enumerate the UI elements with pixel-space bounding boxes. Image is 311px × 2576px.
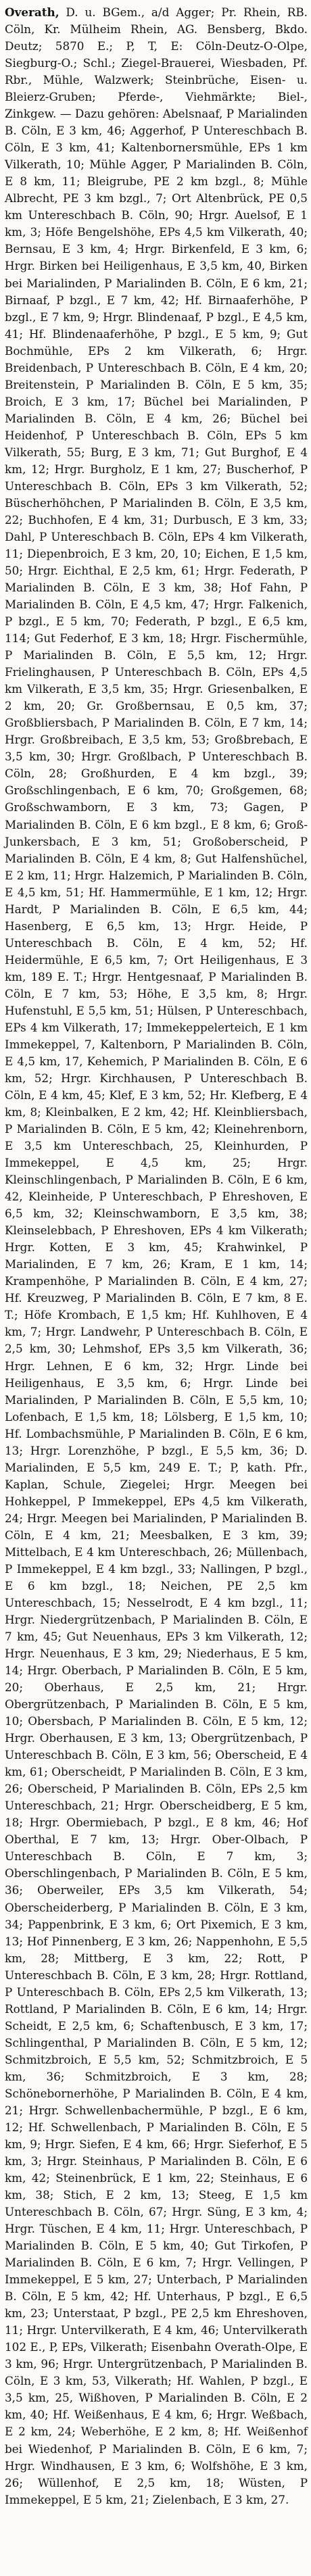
gazetteer-entry-overath [5,4,308,2508]
entry-heading: Overath, [5,5,59,19]
entry-body: D. u. BGem., a/d Agger; Pr. Rhein, RB. Cöln, Kr. Mülheim Rhein, AG. Bensberg, Bkdo. Deutz; 5870 E.; P, T, E: Cöln-Deutz-O-Olpe, Siegburg-O.; Schl.; Ziegel-Brauerei, Wiesbaden, Pf. Rbr., Mühle, Walzwerk; Steinbrüche, Eisen- u. Bleierz-Gruben; Pferde-, Viehmärkte; Biel-, Zinkgew. — Dazu gehören: Abelsnaaf, P Marialinden B. Cöln, E 3 km, 46; Aggerhof, P Untereschbach B. Cöln, E 3 km, 41; Kaltenbornersmühle, EPs 1 km Vilkerath, 10; Mühle Agger, P Marialinden B. Cöln, E 8 km, 11; Bleigrube, PE 2 km bzgl., 8; Mühle Albrecht, PE 3 km bzgl., 7; Ort Altenbrück, PE 0,5 km Untereschbach B. Cöln, 90; Hrgr. Auelsof, E 1 km, 3; Höfe Bengelshöhe, EPs 4,5 km Vilkerath, 40; Bernsau, E 3 km, 4; Hrgr. Birkenfeld, E 3 km, 6; Hrgr. Birken bei Heiligenhaus, E 3,5 km, 40, Birken bei Marialinden, P Marialinden B. Cöln, E 6 km, 21; Birnaaf, P bzgl., E 7 km, 42; Hf. Birnaaferhöhe, P bzgl., E 7 km, 9; Hrgr. Blindenaaf, P bzgl., E 4,5 km, 41; Hf. Blindenaaferhöhe, P bzgl., E 5 km, 9; Gut Bochmühle, EPs 2 km Vilkerath, 6; Hrgr. Breidenbach, P Untereschbach B. Cöln, E 4 km, 20; Breitenstein, P Marialinden B. Cöln, E 5 km, 35; Broich, E 3 km, 17; Büchel bei Marialinden, P Marialinden B. Cöln, E 4 km, 26; Büchel bei Heidenhof, P Untereschbach B. Cöln, EPs 5 km Vilkerath, 55; Burg, E 3 km, 71; Gut Burghof, E 4 km, 12; Hrgr. Burgholz, E 1 km, 27; Buscherhof, P Untereschbach B. Cöln, EPs 3 km Vilkerath, 52; Büscherhöhchen, P Marialinden B. Cöln, E 3,5 km, 22; Buchhofen, E 4 km, 31; Durbusch, E 3 km, 33; Dahl, P Untereschbach B. Cöln, EPs 4 km Vilkerath, 11; Diepenbroich, E 3 km, 20, 10; Eichen, E 1,5 km, 50; Hrgr. Eichthal, E 2,5 km, 61; Hrgr. Federath, P Marialinden B. Cöln, E 3 km, 38; Hof Fahn, P Marialinden B. Cöln, E 4,5 km, 47; Hrgr. Falkenich, P bzgl., E 5 km, 70; Federath, P bzgl., E 6,5 km, 114; Gut Federhof, E 3 km, 18; Hrgr. Fischermühle, P Marialinden B. Cöln, E 5,5 km, 12; Hrgr. Frielinghausen, P Untereschbach B. Cöln, EPs 4,5 km Vilkerath, E 3,5 km, 35; Hrgr. Griesenbalken, E 2 km, 20; Gr. Großbernsau, E 0,5 km, 37; Großbliersbach, P Marialinden B. Cöln, E 7 km, 14; Hrgr. Großbreibach, E 3,5 km, 53; Großbrebach, E 3,5 km, 30; Hrgr. Großlbach, P Untereschbach B. Cöln, 28; Großhurden, E 4 km bzgl., 39; Großschlingenbach, E 6 km, 70; Großgemen, 68; Großschwamborn, E 3 km, 73; Gagen, P Marialinden B. Cöln, E 6 km bzgl., E 8 km, 6; Groß-Junkersbach, E 3 km, 51; Großoberscheid, P Marialinden B. Cöln, E 4 km, 8; Gut Halfenshüchel, E 2 km, 11; Hrgr. Halzemich, P Marialinden B. Cöln, E 4,5 km, 51; Hf. Hammermühle, E 1 km, 12; Hrgr. Hardt, P Marialinden B. Cöln, E 6,5 km, 44; Hasenberg, E 6,5 km, 13; Hrgr. Heide, P Untereschbach B. Cöln, E 4 km, 52; Hf. Heidermühle, E 6,5 km, 7; Ort Heiligenhaus, E 3 km, 189 E. T.; Hrgr. Hentgesnaaf, P Marialinden B. Cöln, E 7 km, 53; Höhe, E 3,5 km, 8; Hrgr. Hufenstuhl, E 5,5 km, 51; Hülsen, P Untereschbach, EPs 4 km Vilkerath, 17; Immekeppelerteich, E 1 km Immekeppel, 7, Kaltenborn, P Marialinden B. Cöln, E 4,5 km, 17, Kehemich, P Marialinden B. Cöln, E 6 km, 52; Hrgr. Kirchhausen, P Untereschbach B. Cöln, E 4 km, 45; Klef, E 3 km, 52; Hr. Klefberg, E 4 km, 8; Kleinbalken, E 2 km, 42; Hf. Kleinbliersbach, P Marialinden B. Cöln, E 5 km, 42; Kleinehrenborn, E 3,5 km Untereschbach, 25, Kleinhurden, P Immekeppel, E 4,5 km, 25; Hrgr. Kleinschlingenbach, P Marialinden B. Cöln, E 6 km, 42, Kleinheide, P Untereschbach, P Ehreshoven, E 6,5 km, 32; Kleinschwamborn, E 3,5 km, 38; Kleinselebbach, P Ehreshoven, EPs 4 km Vilkerath; Hrgr. Kotten, E 3 km, 45; Krahwinkel, P Marialinden, E 7 km, 26; Kram, E 1 km, 14; Krampenhöhe, P Marialinden B. Cöln, E 4 km, 27; Hf. Kreuzweg, P Marialinden B. Cöln, E 7 km, 8 E. T.; Höfe Krombach, E 1,5 km; Hf. Kuhlhoven, E 4 km, 7; Hrgr. Landwehr, P Untereschbach B. Cöln, E 2,5 km, 30; Lehmshof, EPs 3,5 km Vilkerath, 36; Hrgr. Lehnen, E 6 km, 32; Hrgr. Linde bei Heiligenhaus, E 3,5 km, 6; Hrgr. Linde bei Marialinden, P Marialinden B. Cöln, E 5,5 km, 10; Lofenbach, E 1,5 km, 18; Lölsberg, E 1,5 km, 10; Hf. Lombachsmühle, P Marialinden B. Cöln, E 6 km, 13; Hrgr. Lorenzhöhe, P bzgl., E 5,5 km, 36; D. Marialinden, E 5,5 km, 249 E. T.; P, kath. Pfr., Kaplan, Schule, Ziegelei; Hrgr. Meegen bei Hohkeppel, P Immekeppel, EPs 4,5 km Vilkerath, 24; Hrgr. Meegen bei Marialinden, P Marialinden B. Cöln, E 4 km, 21; Meesbalken, E 3 km, 39; Mittelbach, E 4 km Untereschbach, 26; Müllenbach, P Immekeppel, E 4 km bzgl., 33; Nallingen, P bzgl., E 6 km bzgl., 18; Neichen, PE 2,5 km Untereschbach, 15; Nesselrodt, E 4 km bzgl., 11; Hrgr. Niedergrützenbach, P Marialinden B. Cöln, E 7 km, 45; Gut Neuenhaus, EPs 3 km Vilkerath, 12; Hrgr. Neuenhaus, E 3 km, 29; Niederhaus, E 5 km, 14; Hrgr. Oberbach, P Marialinden B. Cöln, E 5 km, 20; Oberhaus, E 2,5 km, 21; Hrgr. Obergrützenbach, P Marialinden B. Cöln, E 5 km, 10; Obersbach, P Marialinden B. Cöln, E 5 km, 12; Hrgr. Oberhausen, E 3 km, 13; Obergrützenbach, P Untereschbach B. Cöln, E 3 km, 56; Oberscheid, E 4 km, 61; Oberscheidt, P Marialinden B. Cöln, E 3 km, 26; Oberscheid, P Marialinden B. Cöln, EPs 2,5 km Untereschbach, 21; Hrgr. Oberscheidberg, E 5 km, 18; Hrgr. Obermiebach, P bzgl., E 8 km, 46; Hof Oberthal, E 7 km, 13; Hrgr. Ober-Olbach, P Untereschbach B. Cöln, E 7 km, 3; Oberschlingenbach, P Marialinden B. Cöln, E 5 km, 36; Oberweiler, EPs 3,5 km Vilkerath, 54; Oberscheiderberg, P Marialinden B. Cöln, E 3 km, 34; Pappenbrink, E 3 km, 6; Ort Pixemich, E 3 km, 13; Hof Pinnenberg, E 3 km, 26; Nappenhohn, E 5,5 km, 28; Mittberg, E 3 km, 22; Rott, P Untereschbach B. Cöln, E 3 km, 28; Hrgr. Rottland, P Untereschbach B. Cöln, EPs 2,5 km Vilkerath, 13; Rottland, P Marialinden B. Cöln, E 6 km, 14; Hrgr. Scheidt, E 2,5 km, 6; Schaftenbusch, E 3 km, 17; Schlingenthal, P Marialinden B. Cöln, E 5 km, 12; Schmitzbroich, E 5,5 km, 52; Schmitzbroich, E 5 km, 36; Schmitzbroich, E 3 km, 28; Schönebornerhöhe, P Marialinden B. Cöln, E 4 km, 21; Hrgr. Schwellenbachermühle, P bzgl., E 6 km, 12; Hf. Schwellenbach, P Marialinden B. Cöln, E 5 km, 9; Hrgr. Siefen, E 4 km, 66; Hrgr. Sieferhof, E 5 km, 3; Hrgr. Steinhaus, P Marialinden B. Cöln, E 6 km, 42; Steinenbrück, E 1 km, 22; Steinhaus, E 6 km, 38; Stich, E 2 km, 13; Steeg, E 1,5 km Untereschbach B. Cöln, 67; Hrgr. Süng, E 3 km, 4; Hrgr. Tüschen, E 4 km, 11; Hrgr. Untereschbach, P Marialinden B. Cöln, E 5 km, 40; Gut Tirkofen, P Marialinden B. Cöln, E 6 km, 7; Hrgr. Vellingen, P Immekeppel, E 5 km, 27; Unterbach, P Marialinden B. Cöln, E 5 km, 42; Hf. Unterhaus, P bzgl., E 6,5 km, 23; Unterstaat, P bzgl., PE 2,5 km Ehreshoven, 11; Hrgr. Untervilkerath, E 4 km, 46; Untervilkerath 102 E., P, EPs, Vilkerath; Eisenbahn Overath-Olpe, E 3 km, 96; Hrgr. Untergrützenbach, P Marialinden B. Cöln, E 3 km, 53, Vilkerath; Hf. Wahlen, P bzgl., E 3,5 km, 25, Wißhoven, P Marialinden B. Cöln, E 2 km, 40; Hf. Weißenhaus, E 4 km, 6; Hrgr. Weßbach, E 2 km, 24; Weberhöhe, E 2 km, 8; Hf. Weißenhof bei Wiedenhof, P Marialinden B. Cöln, E 6 km, 7; Hrgr. Windhausen, E 3 km, 6; Wolfshöhe, E 3 km, 26; Wüllenhof, E 2,5 km, 18; Wüsten, P Immekeppel, E 5 km, 21; Zielenbach, E 3 km, 27. [5,5,308,2506]
